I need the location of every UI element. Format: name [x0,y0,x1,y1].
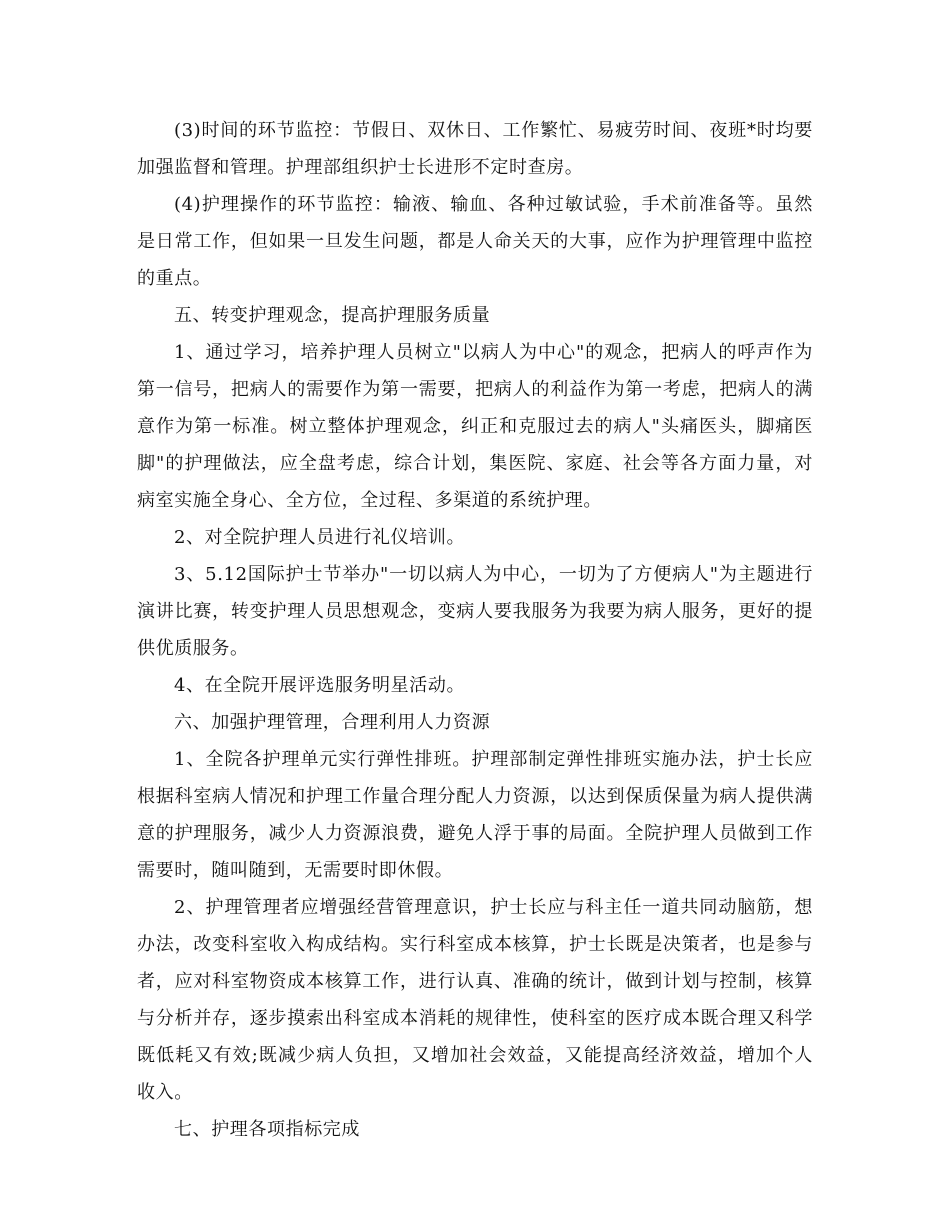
paragraph-time-monitoring: (3)时间的环节监控：节假日、双休日、工作繁忙、易疲劳时间、夜班*时均要加强监督和管理。护理部组织护士长进形不定时查房。 [137,120,813,178]
section-heading-seven: 七、护理各项指标完成 [174,1119,360,1140]
paragraph-operation-monitoring: (4)护理操作的环节监控：输液、输血、各种过敏试验，手术前准备等。虽然是日常工作，但如果一旦发生问题，都是人命关天的大事，应作为护理管理中监控的重点。 [137,194,813,289]
document-body [137,112,813,1148]
section-heading-five: 五、转变护理观念，提高护理服务质量 [174,305,491,326]
section-heading-six: 六、加强护理管理，合理利用人力资源 [174,712,491,733]
paragraph-etiquette-training: 2、对全院护理人员进行礼仪培训。 [174,527,466,548]
paragraph-flexible-scheduling: 1、全院各护理单元实行弹性排班。护理部制定弹性排班实施办法，护士长应根据科室病人情况和护理工作量合理分配人力资源，以达到保质保量为病人提供满意的护理服务，减少人力资源浪费，避免人浮于事的局面。全院护理人员做到工作需要时，随叫随到，无需要时即休假。 [137,749,813,881]
paragraph-nurses-day: 3、5.12国际护士节举办"一切以病人为中心，一切为了方便病人"为主题进行演讲比赛，转变护理人员思想观念，变病人要我服务为我要为病人服务，更好的提供优质服务。 [137,564,813,659]
paragraph-service-star: 4、在全院开展评选服务明星活动。 [174,675,466,696]
paragraph-patient-centered: 1、通过学习，培养护理人员树立"以病人为中心"的观念，把病人的呼声作为第一信号，把病人的需要作为第一需要，把病人的利益作为第一考虑，把病人的满意作为第一标准。树立整体护理观念，纠正和克服过去的病人"头痛医头，脚痛医脚"的护理做法，应全盘考虑，综合计划，集医院、家庭、社会等各方面力量，对病室实施全身心、全方位，全过程、多渠道的系统护理。 [137,342,813,511]
paragraph-cost-accounting: 2、护理管理者应增强经营管理意识，护士长应与科主任一道共同动脑筋，想办法，改变科室收入构成结构。实行科室成本核算，护士长既是决策者，也是参与者，应对科室物资成本核算工作，进行认真、准确的统计，做到计划与控制，核算与分析并存，逐步摸索出科室成本消耗的规律性，使科室的医疗成本既合理又科学既低耗又有效;既减少病人负担，又增加社会效益，又能提高经济效益，增加个人收入。 [137,897,813,1103]
